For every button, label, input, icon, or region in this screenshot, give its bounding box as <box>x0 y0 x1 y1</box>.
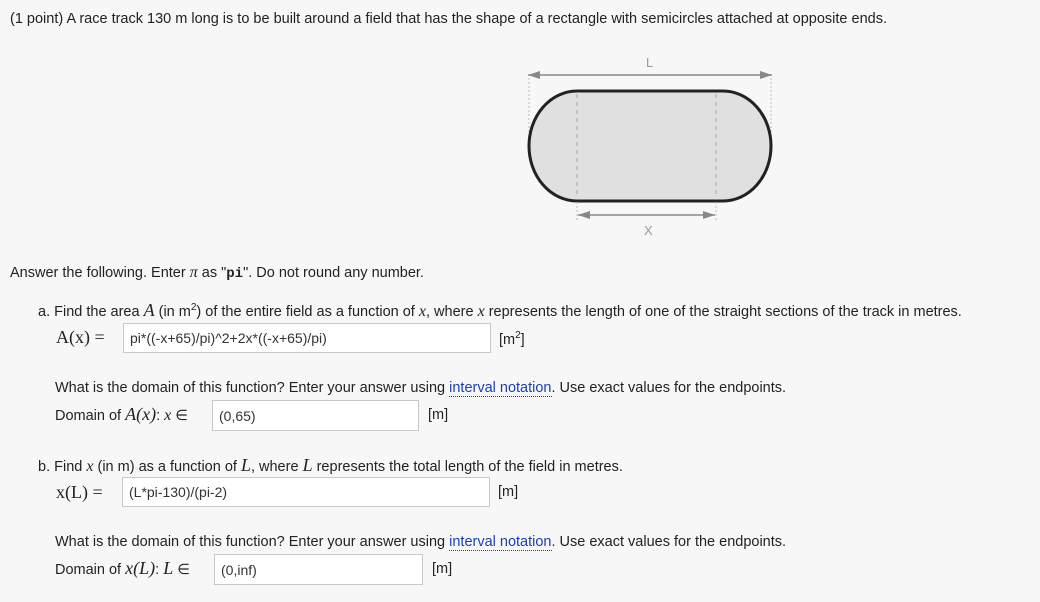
label-x: X <box>644 223 653 238</box>
label-text: : <box>155 562 164 578</box>
instructions-text: as " <box>197 265 227 281</box>
question-text: . Use exact values for the endpoints. <box>551 534 787 550</box>
exponent: 2 <box>190 302 197 314</box>
question-text: What is the domain of this function? Enter your answer using <box>55 534 450 550</box>
label-text: Domain of <box>55 408 126 424</box>
domain-input-a[interactable] <box>212 400 419 431</box>
answer-input-a[interactable] <box>123 323 491 353</box>
var-L: L <box>302 455 313 475</box>
element-of-symbol: ∈ <box>171 408 188 424</box>
field-shape <box>529 91 771 201</box>
question-text: , where <box>250 459 303 475</box>
func-label-x: x(L) = <box>56 482 103 502</box>
var-A: A <box>143 300 155 320</box>
part-b-question <box>38 455 623 476</box>
arrowhead-right-x <box>703 211 715 219</box>
instructions <box>10 264 424 282</box>
domain-label-b <box>55 558 190 579</box>
problem-text: A race track 130 m long is to be built around a field that has the shape of a rectangle with semicircles attached at opposite ends. <box>66 11 887 27</box>
instructions-text: Answer the following. Enter <box>10 265 190 281</box>
question-text: What is the domain of this function? Enter your answer using <box>55 380 450 396</box>
func-name: A(x) <box>125 404 157 424</box>
unit-label-b: [m] <box>498 484 519 500</box>
question-text: (in m) as a function of <box>93 459 241 475</box>
pi-symbol: π <box>189 264 198 281</box>
var-x: x <box>477 303 485 320</box>
answer-input-b[interactable] <box>122 477 490 507</box>
arrowhead-left-L <box>528 71 540 79</box>
func-name: x(L) <box>125 558 156 578</box>
var-L: L <box>163 558 174 578</box>
problem-statement <box>10 11 887 27</box>
question-text: (in m <box>154 304 191 320</box>
pi-code: pi <box>226 266 244 282</box>
arrowhead-right-L <box>760 71 772 79</box>
var-x: x <box>418 303 426 320</box>
question-text: , where <box>425 304 478 320</box>
question-text: . Use exact values for the endpoints. <box>551 380 787 396</box>
question-text: a. Find the area <box>38 304 144 320</box>
part-a-question <box>38 300 962 321</box>
label-L: L <box>646 55 654 70</box>
element-of-symbol: ∈ <box>173 562 190 578</box>
label-text: : <box>156 408 165 424</box>
unit-text: ] <box>520 331 525 348</box>
question-text: b. Find <box>38 459 87 475</box>
domain-label-a <box>55 404 188 425</box>
domain-question-a <box>55 380 786 396</box>
exponent: 2 <box>515 330 521 341</box>
race-track-diagram <box>520 50 780 240</box>
domain-unit-b: [m] <box>432 561 453 577</box>
question-text: ) of the entire field as a function of <box>196 304 419 320</box>
points-label: (1 point) <box>10 11 64 27</box>
question-text: represents the length of one of the straight sections of the track in metres. <box>484 304 962 320</box>
interval-notation-link[interactable]: interval notation <box>449 380 552 396</box>
var-x: x <box>86 458 94 475</box>
unit-label-a <box>499 330 525 348</box>
func-label-A: A(x) = <box>56 327 105 347</box>
var-L: L <box>240 455 251 475</box>
arrowhead-left-x <box>578 211 590 219</box>
unit-text: [m <box>499 331 516 348</box>
instructions-text: ". Do not round any number. <box>243 265 424 281</box>
label-text: Domain of <box>55 562 126 578</box>
var-x: x <box>164 407 172 424</box>
interval-notation-link[interactable]: interval notation <box>449 534 552 550</box>
domain-question-b <box>55 534 786 550</box>
domain-unit-a: [m] <box>428 407 449 423</box>
question-text: represents the total length of the field in metres. <box>312 459 623 475</box>
domain-input-b[interactable] <box>214 554 423 585</box>
